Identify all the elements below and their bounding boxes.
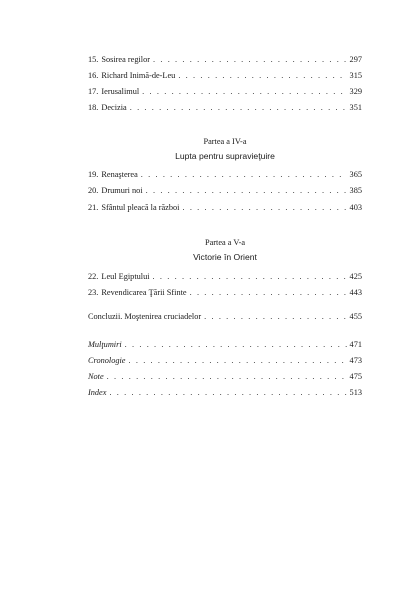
page-number: 471 [349,339,362,349]
page-number: 365 [349,170,362,180]
chapter-number: 21. [88,202,99,212]
backmatter-title: Note [88,372,104,382]
dot-leader [153,55,347,65]
page-number: 473 [349,356,362,366]
dot-leader [129,356,347,366]
page-number: 443 [349,287,362,297]
chapter-number: 20. [88,186,99,196]
chapter-title: Drumuri noi [101,186,143,196]
dot-leader [146,186,347,196]
chapter-title: Richard Inimă-de-Leu [101,71,176,81]
page-number: 455 [349,311,362,321]
toc-entry [88,55,362,71]
chapter-title: Leul Egiptului [101,271,150,281]
dot-leader [204,312,346,322]
chapter-number: 23. [88,287,99,297]
page-number: 513 [349,388,362,398]
page-number: 297 [349,55,362,64]
chapter-number: 15. [88,55,99,64]
dot-leader [153,272,347,282]
page-number: 329 [349,87,362,97]
chapter-title: Sfântul pleacă la război [101,202,180,212]
table-of-contents [88,55,362,404]
dot-leader [125,340,347,350]
chapter-number: 17. [88,87,99,97]
backmatter-title: Cronologie [88,356,126,366]
dot-leader [178,71,346,81]
toc-group-part3-end [88,55,362,119]
chapter-number: 18. [88,103,99,113]
toc-entry [88,272,362,288]
toc-group-part5 [88,272,362,304]
dot-leader [190,288,347,298]
chapter-title: Ierusalimul [101,87,140,97]
chapter-number: 19. [88,170,99,180]
part-title: Lupta pentru supravieţuire [175,151,275,162]
chapter-title: Revendicarea Ţării Sfinte [101,287,187,297]
toc-entry [88,203,362,219]
page-number: 315 [349,71,362,81]
toc-group-part4 [88,170,362,218]
part-title: Victorie în Orient [193,251,257,262]
toc-entry [88,71,362,87]
page-number: 425 [349,271,362,281]
part-heading [88,236,362,264]
dot-leader [109,388,346,398]
conclusion-title: Concluzii. Moştenirea cruciadelor [88,311,202,321]
toc-group-backmatter [88,340,362,404]
backmatter-title: Index [88,388,107,398]
dot-leader [182,203,346,213]
toc-entry [88,87,362,103]
page-number: 351 [349,103,362,113]
dot-leader [107,372,347,382]
spacer [88,304,362,312]
toc-entry [88,170,362,186]
toc-entry [88,103,362,119]
dot-leader [130,103,347,113]
page-number: 403 [349,202,362,212]
toc-entry [88,356,362,372]
toc-entry [88,372,362,388]
page-number: 475 [349,372,362,382]
toc-entry [88,186,362,202]
toc-entry [88,288,362,304]
part-heading [88,135,362,163]
toc-entry [88,388,362,404]
chapter-title: Renaşterea [101,170,138,180]
chapter-title: Sosirea regilor [101,55,150,64]
toc-entry [88,340,362,356]
backmatter-title: Mulţumiri [88,339,122,349]
page-number: 385 [349,186,362,196]
dot-leader [141,170,347,180]
part-label: Partea a IV-a [203,137,247,147]
part-label: Partea a V-a [204,237,246,247]
chapter-number: 22. [88,271,99,281]
dot-leader [142,87,346,97]
spacer [88,328,362,340]
chapter-title: Decizia [101,103,127,113]
chapter-number: 16. [88,71,99,81]
toc-entry-conclusion [88,312,362,328]
